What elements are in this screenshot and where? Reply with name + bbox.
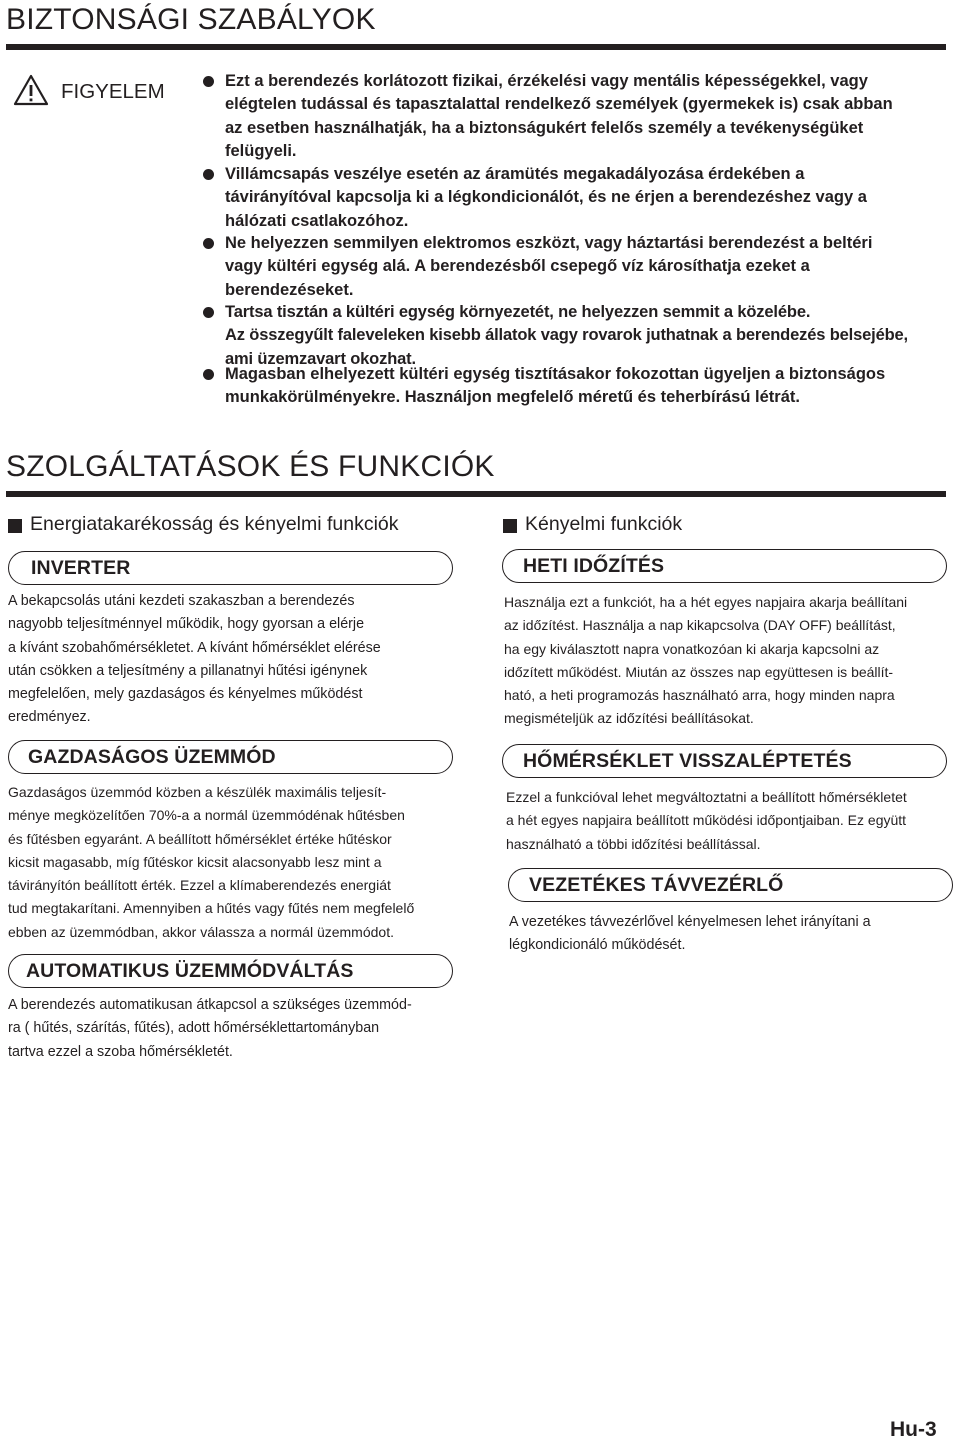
bullet-icon (203, 369, 214, 380)
feature-description (509, 911, 949, 958)
text-line: az időzítést. Használja a nap kikapcsolva (DAY OFF) beállítást, (504, 617, 896, 634)
list-item (203, 301, 960, 371)
feature-description (8, 994, 468, 1064)
text-line: ménye megközelítően 70%-a a normál üzemmódénak hűtésben (8, 807, 405, 824)
square-bullet-icon (8, 519, 22, 533)
list-item-line: Az összegyűlt faleveleken kisebb állatok vagy rovarok juthatnak a berendezés belsejébe, (225, 326, 908, 345)
text-line: használható a többi időzítési beállítással. (506, 835, 761, 852)
feature-label: INVERTER (31, 557, 131, 579)
bullet-icon (203, 307, 214, 318)
feature-label: HETI IDŐZÍTÉS (523, 555, 665, 577)
list-item (203, 363, 960, 410)
text-line: A berendezés automatikusan átkapcsol a szükséges üzemmód- (8, 997, 412, 1013)
text-line: a kívánt szobahőmérsékletet. A kívánt hőmérséklet elérése (8, 639, 381, 656)
list-item-line: Tartsa tisztán a kültéri egység környezetét, ne helyezzen semmit a közelébe. (225, 303, 811, 321)
feature-label: AUTOMATIKUS ÜZEMMÓDVÁLTÁS (26, 960, 354, 982)
text-line: Gazdaságos üzemmód közben a készülék maximális teljesít- (8, 784, 387, 800)
text-line: kicsit magasabb, míg fűtéskor kicsit alacsonyabb lesz mint a (8, 853, 382, 870)
list-item (203, 163, 960, 233)
list-item-line: az esetben használhatják, ha a biztonságukért felelős személy a tevékenységüket (225, 118, 864, 137)
list-item-line: Magasban elhelyezett kültéri egység tisztításakor fokozottan ügyeljen a biztonságos (225, 365, 886, 383)
feature-description (506, 786, 958, 856)
title-rule (6, 44, 946, 50)
text-line: Ezzel a funkcióval lehet megváltoztatni a beállított hőmérsékletet (506, 789, 907, 805)
list-item-line: berendezéseket. (225, 280, 354, 299)
text-line: tud megtakarítani. Amennyiben a hűtés vagy fűtés nem megfelelő (8, 900, 415, 917)
bullet-icon (203, 169, 214, 180)
text-line: nagyobb teljesítménnyel működik, hogy gyorsan a elérje (8, 616, 365, 633)
bullet-icon (203, 238, 214, 249)
text-line: ra ( hűtés, szárítás, fűtés), adott hőmérséklettartományban (8, 1020, 380, 1037)
list-item (203, 232, 960, 302)
square-bullet-icon (503, 519, 517, 533)
text-line: légkondicionáló működését. (509, 937, 686, 954)
text-line: után csökken a teljesítmény a pillanatnyi hűtési igénynek (8, 662, 368, 679)
warning-icon (13, 74, 49, 111)
text-line: ható, a heti programozás használható arra, hogy minden napra (504, 687, 895, 704)
text-line: A vezetékes távvezérlővel kényelmesen lehet irányítani a (509, 914, 871, 930)
warning-label: FIGYELEM (61, 80, 165, 103)
text-line: távirányítón beállított érték. Ezzel a klímaberendezés energiát (8, 877, 391, 894)
list-item (203, 70, 960, 164)
list-item-line: Ne helyezzen semmilyen elektromos eszközt, vagy háztartási berendezést a beltéri (225, 234, 873, 252)
list-item-line: Villámcsapás veszélye esetén az áramütés megakadályozása érdekében a (225, 165, 805, 183)
list-item-line: vagy kültéri egység alá. A berendezésből csepegő víz károsíthatja ezeket a (225, 257, 810, 276)
left-heading: Energiatakarékosság és kényelmi funkciók (30, 513, 399, 535)
feature-description (8, 781, 468, 944)
text-line: megismételjük az időzítési beállításokat. (504, 710, 754, 727)
safety-list (203, 70, 955, 410)
feature-label: HŐMÉRSÉKLET VISSZALÉPTETÉS (523, 750, 852, 772)
list-item-line: felügyeli. (225, 142, 297, 161)
text-line: és fűtésben egyaránt. A beállított hőmérséklet értéke hűtéskor (8, 830, 392, 847)
feature-label: GAZDASÁGOS ÜZEMMÓD (28, 746, 276, 768)
list-item-line: hálózati csatlakozóhoz. (225, 211, 409, 230)
safety-title: BIZTONSÁGI SZABÁLYOK (6, 3, 376, 36)
feature-description (504, 591, 958, 731)
text-line: megfelelően, mely gazdaságos és kényelmes működést (8, 686, 363, 703)
list-item-line: munkakörülményekre. Használjon megfelelő méretű és teherbírású létrát. (225, 388, 800, 407)
services-rule (6, 491, 946, 497)
list-item-line: ami üzemzavart okozhat. (225, 349, 416, 368)
list-item-line: elégtelen tudással és tapasztalattal rendelkező személyek (gyermekek is) csak abban (225, 95, 893, 114)
list-item-line: Ezt a berendezés korlátozott fizikai, érzékelési vagy mentális képességekkel, vagy (225, 72, 868, 90)
text-line: ha egy kiválasztott napra vonatkozóan ki akarja kapcsolni az (504, 640, 880, 657)
text-line: Használja ezt a funkciót, ha a hét egyes napjaira akarja beállítani (504, 594, 908, 610)
services-title: SZOLGÁLTATÁSOK ÉS FUNKCIÓK (6, 450, 495, 483)
feature-description (8, 590, 458, 730)
right-heading: Kényelmi funkciók (525, 513, 683, 535)
text-line: időzített működést. Miután az összes nap együttesen is beállít- (504, 663, 894, 680)
bullet-icon (203, 76, 214, 87)
page-number: Hu-3 (890, 1418, 937, 1441)
text-line: tartva ezzel a szoba hőmérsékletét. (8, 1043, 233, 1060)
text-line: ebben az üzemmódban, akkor válassza a normál üzemmódot. (8, 923, 394, 940)
text-line: A bekapcsolás utáni kezdeti szakaszban a berendezés (8, 593, 355, 609)
feature-label: VEZETÉKES TÁVVEZÉRLŐ (529, 874, 784, 896)
text-line: a hét egyes napjaira beállított működési időpontjaiban. Ez együtt (506, 812, 907, 829)
text-line: eredményez. (8, 709, 91, 726)
list-item-line: távirányítóval kapcsolja ki a légkondicionálót, és ne érjen a berendezéshez vagy a (225, 188, 867, 207)
